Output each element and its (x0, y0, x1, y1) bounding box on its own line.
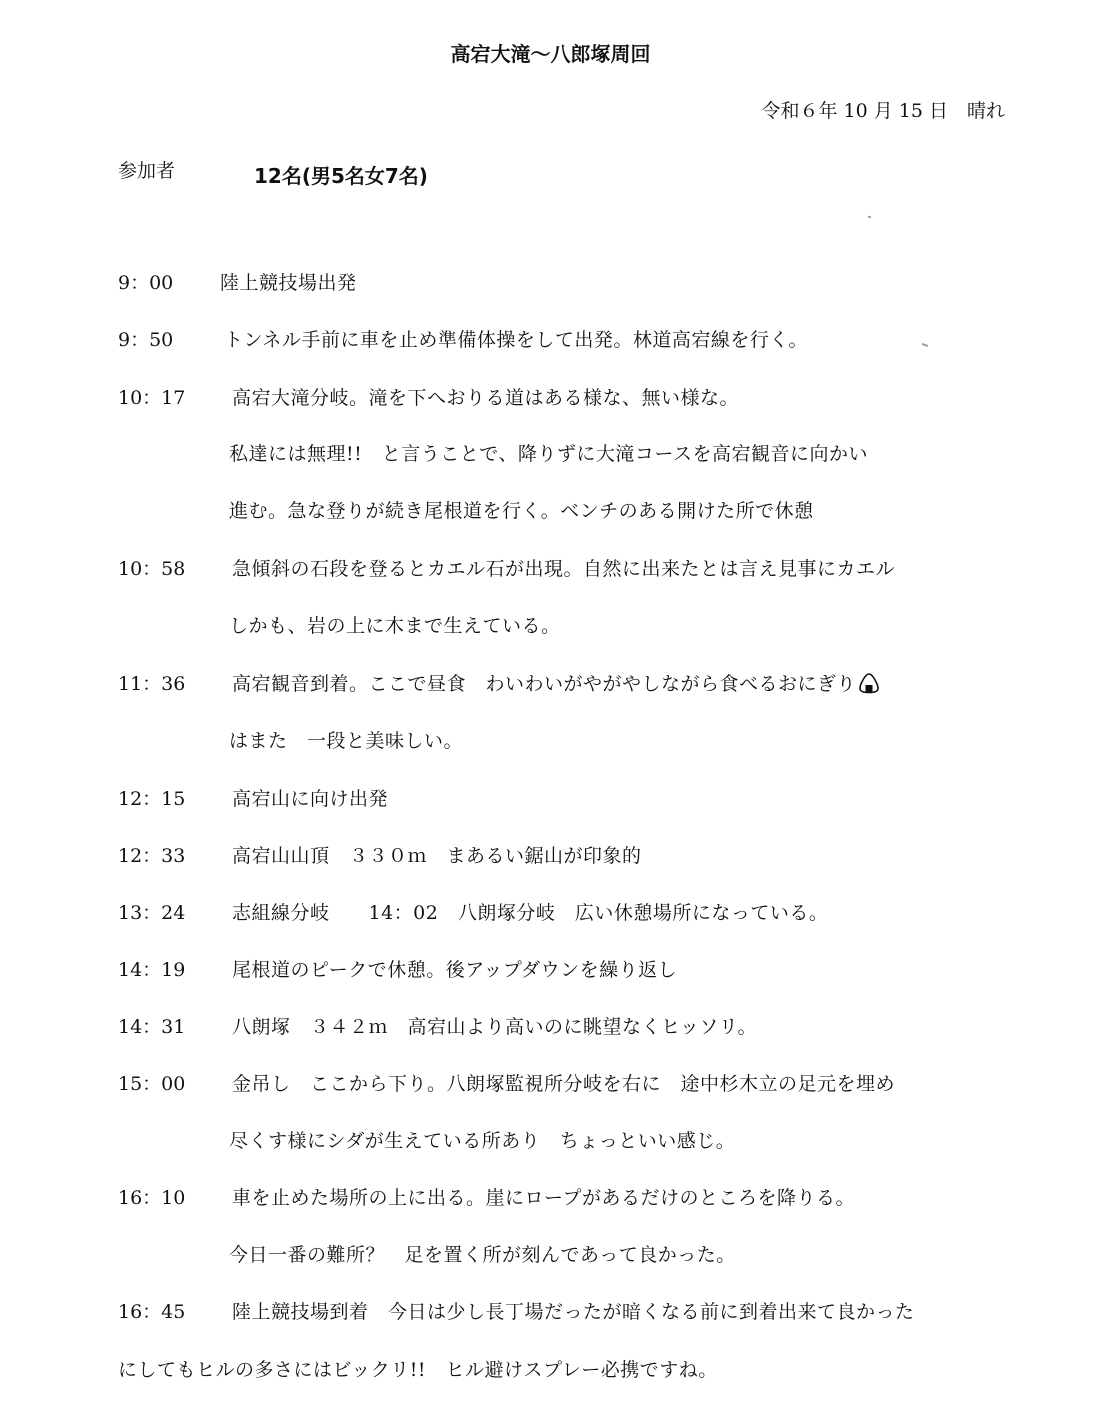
entry-text-row (232, 669, 880, 696)
entry-text: 尾根道のピークで休憩。後アップダウンを繰り返し (232, 959, 678, 981)
entry-text: 尽くす様にシダが生えている所あり ちょっといい感じ。 (229, 1130, 736, 1152)
onigiri-icon (858, 672, 880, 694)
entry-time: 10：17 (118, 387, 186, 409)
entry-time: 15：00 (118, 1073, 186, 1095)
entry-text: 陸上競技場到着 今日は少し長丁場だったが暗くなる前に到着出来て良かった (232, 1301, 915, 1323)
entry-time: 16：45 (118, 1301, 186, 1323)
scan-speck (868, 216, 872, 219)
entry-text: 志組線分岐 14：02 八朗塚分岐 広い休憩場所になっている。 (232, 902, 829, 924)
entry-text: 八朗塚 ３４２ｍ 高宕山より高いのに眺望なくヒッソリ。 (232, 1016, 757, 1038)
entry-text: はまた 一段と美味しい。 (229, 730, 464, 752)
entry-text: 今日一番の難所？ 足を置く所が刻んであって良かった。 (229, 1244, 736, 1266)
entry-text: 高宕観音到着。ここで昼食 わいわいがやがやしながら食べるおにぎり (232, 673, 857, 695)
entry-text: 急傾斜の石段を登るとカエル石が出現。自然に出来たとは言え見事にカエル (232, 558, 896, 580)
entry-time: 9：00 (118, 272, 174, 294)
entry-text: 高宕山山頂 ３３０ｍ まあるい鋸山が印象的 (232, 845, 642, 867)
date-weather: 令和６年 10 月 15 日 晴れ (761, 100, 1005, 122)
entry-time: 10：58 (118, 558, 186, 580)
entry-time: 14：19 (118, 959, 186, 981)
entry-text: にしてもヒルの多さにはビックリ!! ヒル避けスプレー必携ですね。 (118, 1359, 718, 1381)
entry-text: 陸上競技場出発 (220, 272, 357, 294)
participants-count: 12名(男5名女7名) (254, 164, 428, 188)
entry-text: トンネル手前に車を止め準備体操をして出発。林道高宕線を行く。 (224, 329, 809, 351)
entry-time: 16：10 (118, 1187, 186, 1209)
entry-text: 高宕大滝分岐。滝を下へおりる道はある様な、無い様な。 (232, 387, 740, 409)
entry-time: 12：15 (118, 788, 186, 810)
page-title: 高宕大滝～八郎塚周回 (450, 42, 651, 66)
entry-text: 金吊し ここから下り。八朗塚監視所分岐を右に 途中杉木立の足元を埋め (232, 1073, 896, 1095)
entry-time: 12：33 (118, 845, 186, 867)
entry-text: 私達には無理!! と言うことで、降りずに大滝コースを高宕観音に向かい (229, 443, 868, 465)
entry-time: 14：31 (118, 1016, 186, 1038)
entry-time: 13：24 (118, 902, 186, 924)
entry-time: 9：50 (118, 329, 174, 351)
entry-text: しかも、岩の上に木まで生えている。 (229, 615, 561, 637)
entry-text: 車を止めた場所の上に出る。崖にロープがあるだけのところを降りる。 (232, 1187, 856, 1209)
participants-label: 参加者 (118, 160, 176, 182)
entry-text: 進む。急な登りが続き尾根道を行く。ベンチのある開けた所で休憩 (229, 500, 814, 522)
scan-speck (922, 343, 928, 347)
entry-time: 11：36 (118, 673, 186, 695)
entry-text: 高宕山に向け出発 (232, 788, 389, 810)
